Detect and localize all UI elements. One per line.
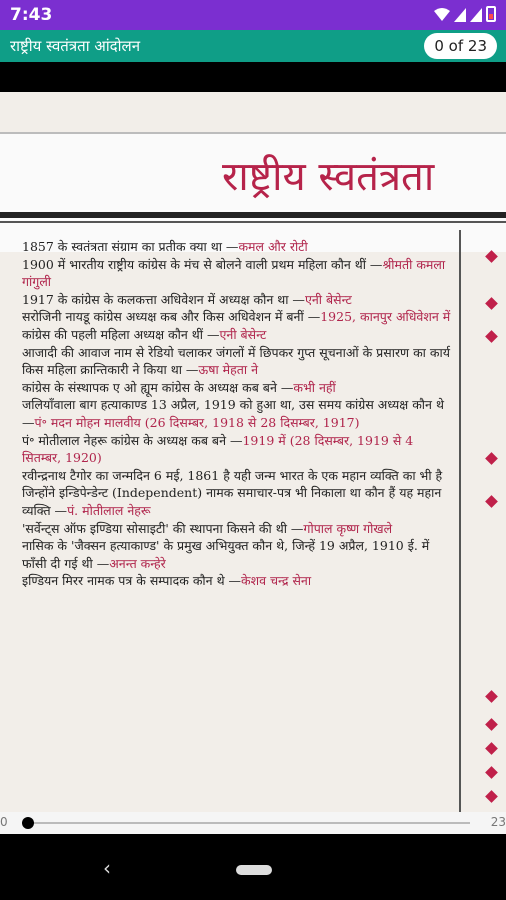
- qa-item: [22, 537, 454, 572]
- diamond-bullet-icon: [485, 297, 498, 310]
- question: नासिक के 'जैक्सन हत्याकाण्ड' के प्रमुख अभियुक्त कौन थे, जिन्हें 19 अप्रैल, 1910 ई. में फाँसी दी गई थी —: [22, 538, 430, 571]
- question: 'सर्वेन्ट्स ऑफ इण्डिया सोसाइटी' की स्थापना किसने की थी —: [22, 520, 304, 536]
- diamond-bullet-icon: [485, 250, 498, 263]
- answer: गोपाल कृष्ण गोखले: [303, 520, 393, 536]
- column-divider: [459, 230, 461, 812]
- diamond-bullet-icon: [485, 766, 498, 779]
- qa-item: [22, 396, 454, 431]
- question: आजादी की आवाज नाम से रेडियो चलाकर जंगलों में छिपकर गुप्त सूचनाओं के प्रसारण का कार्य किस महिला क्रान्तिकारी ने किया था —: [22, 344, 450, 378]
- answer: केशव चन्द्र सेना: [241, 573, 312, 589]
- qa-item: [22, 344, 454, 379]
- home-pill-icon[interactable]: [236, 865, 272, 875]
- status-icons: [434, 6, 496, 22]
- diamond-bullet-icon: [485, 742, 498, 755]
- scroller-max-label: 23: [490, 815, 506, 829]
- diamond-bullet-icon: [485, 718, 498, 731]
- divider-thin: [0, 221, 506, 223]
- back-icon[interactable]: ‹: [103, 856, 111, 880]
- question: 1900 में भारतीय राष्ट्रीय कांग्रेस के मंच से बोलने वाली प्रथम महिला कौन थीं —: [22, 256, 383, 272]
- qa-item: [22, 308, 454, 326]
- qa-item: [22, 256, 454, 291]
- answer: ऊषा मेहता ने: [198, 362, 259, 378]
- diamond-bullet-icon: [485, 452, 498, 465]
- question: 1917 के कांग्रेस के कलकत्ता अधिवेशन में अध्यक्ष कौन था —: [22, 291, 305, 307]
- scroller-track[interactable]: [28, 822, 470, 824]
- diamond-bullet-icon: [485, 495, 498, 508]
- app-title: राष्ट्रीय स्वतंत्रता आंदोलन: [10, 37, 141, 55]
- answer: कमल और रोटी: [238, 239, 308, 254]
- wifi-icon: [434, 7, 450, 21]
- question: सरोजिनी नायडू कांग्रेस अध्यक्ष कब और किस अधिवेशन में बनीं —: [22, 309, 321, 325]
- qa-item: [22, 432, 454, 467]
- question: कांग्रेस की पहली महिला अध्यक्ष कौन थीं —: [22, 326, 220, 342]
- answer: 1925, कानपुर अधिवेशन में: [320, 309, 451, 325]
- qa-item: [22, 520, 454, 538]
- answer: पं॰ मदन मोहन मालवीय (26 दिसम्बर, 1918 से 28 दिसम्बर, 1917): [34, 414, 360, 430]
- divider-thick: [0, 212, 506, 218]
- answer: अनन्त कन्हेरे: [109, 555, 166, 571]
- page-counter[interactable]: 0 of 23: [424, 33, 497, 59]
- answer: श्रीमती कमला गांगुली: [22, 256, 446, 290]
- answer: 1919 में (28 दिसम्बर, 1919 से 4 सितम्बर, 1920): [22, 432, 414, 466]
- answer: एनी बेसेन्ट: [304, 291, 352, 307]
- qa-item: [22, 572, 454, 590]
- status-time: 7:43: [10, 5, 53, 25]
- signal-icon: [454, 7, 466, 21]
- question: पं॰ मोतीलाल नेहरू कांग्रेस के अध्यक्ष कब बने —: [22, 432, 243, 448]
- answer: कभी नहीं: [293, 379, 336, 395]
- diamond-bullet-icon: [485, 790, 498, 803]
- page-scroller[interactable]: [0, 812, 506, 834]
- app-bar: [0, 30, 506, 62]
- signal-icon-2: [470, 7, 482, 21]
- diamond-bullet-icon: [485, 690, 498, 703]
- battery-icon: [486, 6, 496, 22]
- divider: [0, 132, 506, 134]
- answer: पं. मोतीलाल नेहरू: [67, 502, 151, 518]
- qa-item: [22, 291, 454, 309]
- document-viewer[interactable]: [0, 62, 506, 812]
- diamond-bullet-icon: [485, 330, 498, 343]
- document-heading: राष्ट्रीय स्वतंत्रता: [222, 154, 435, 200]
- qa-item: [22, 379, 454, 397]
- scroller-min-label: 0: [0, 815, 8, 829]
- question: कांग्रेस के संस्थापक ए ओ ह्यूम कांग्रेस के अध्यक्ष कब बने —: [22, 379, 294, 395]
- scroller-thumb[interactable]: [22, 817, 34, 829]
- question: जलियाँवाला बाग हत्याकाण्ड 13 अप्रैल, 1919 को हुआ था, उस समय कांग्रेस अध्यक्ष कौन थे —: [22, 397, 444, 430]
- qa-item: [22, 238, 454, 256]
- navigation-bar: [0, 834, 506, 900]
- answer: एनी बेसेन्ट: [219, 326, 267, 342]
- qa-list: [22, 238, 454, 590]
- question: इण्डियन मिरर नामक पत्र के सम्पादक कौन थे —: [22, 573, 242, 589]
- qa-item: [22, 467, 454, 520]
- page-scan: [0, 92, 506, 812]
- question: 1857 के स्वतंत्रता संग्राम का प्रतीक क्या था —: [22, 239, 239, 254]
- question: रवीन्द्रनाथ टैगोर का जन्मदिन 6 मई, 1861 है यही जन्म भारत के एक महान व्यक्ति का भी है जिन्होंने इन्डिपेन्डेन्ट (Independent) नामक समाचार-पत्र भी निकाला था कौन हैं यह महान व्यक्ति —: [22, 467, 443, 518]
- status-bar: [0, 0, 506, 30]
- qa-item: [22, 326, 454, 344]
